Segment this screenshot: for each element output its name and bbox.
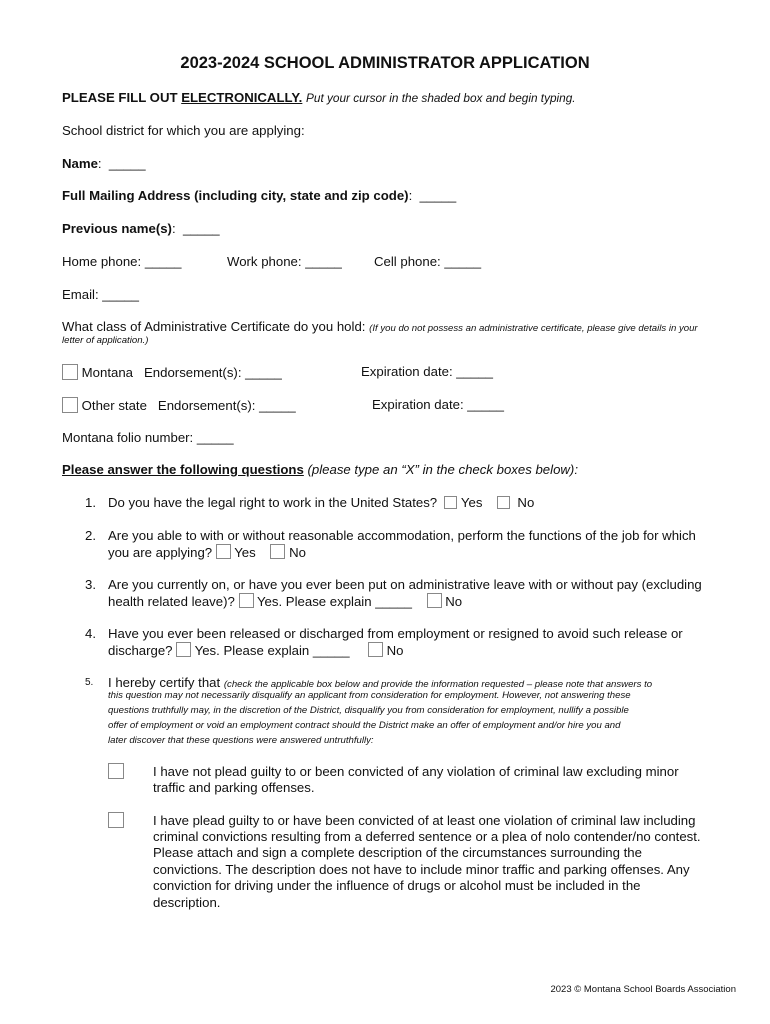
page-title: 2023-2024 SCHOOL ADMINISTRATOR APPLICATION <box>180 54 590 72</box>
q2-yes-label: Yes <box>234 545 256 560</box>
q3-no-label: No <box>445 594 463 609</box>
q1-text: Do you have the legal right to work in the United States? <box>108 495 438 510</box>
q5-note-line3a: questions truthfully may, in the discretion of the District, disqualify you from consideration for employment <box>108 705 554 716</box>
q1-row <box>108 495 534 510</box>
q4-line1: Have you ever been released or discharged from employment or resigned to avoid such release or <box>108 626 683 641</box>
previous-names-colon: : <box>171 221 176 236</box>
certificate-note: (If you do not possess an administrative certificate, please give details in your <box>369 323 698 334</box>
q2-number: 2. <box>85 528 96 543</box>
q5-note-line1: (check the applicable box below and provide the information requested – please note that answers to <box>223 679 653 690</box>
q5-number: 5. <box>85 677 94 688</box>
q5-line1 <box>108 675 652 690</box>
q3-yes-label: Yes. Please explain _____ <box>256 594 412 609</box>
q2-line2: you are applying? <box>108 545 213 560</box>
q3-yes-checkbox[interactable] <box>239 593 254 608</box>
q5-lead: I hereby certify that <box>108 675 221 690</box>
certificate-note-cont: letter of application.) <box>62 335 149 346</box>
name-field[interactable] <box>62 156 146 171</box>
montana-row <box>62 364 282 380</box>
q4-yes-label: Yes. Please explain _____ <box>194 643 350 658</box>
q5-note-line2: this question may not necessarily disqualify an applicant from consideration for employment. However, not answering these <box>108 690 631 701</box>
other-state-checkbox[interactable] <box>62 397 78 413</box>
address-label: Full Mailing Address (including city, state and zip code) <box>62 188 409 203</box>
q5-note-line5: later discover that these questions were answered untruthfully: <box>108 735 374 746</box>
q1-no-checkbox[interactable] <box>497 496 510 509</box>
q3-number: 3. <box>85 577 96 592</box>
conviction-line3: Please attach and sign a complete description of the circumstances surrounding the <box>153 845 642 860</box>
folio-field[interactable]: Montana folio number: _____ <box>62 430 234 445</box>
q4-no-label: No <box>386 643 404 658</box>
conviction-checkbox[interactable] <box>108 812 124 828</box>
q4-yes-checkbox[interactable] <box>176 642 191 657</box>
q1-no-label: No <box>517 495 535 510</box>
instruction-emphasis: ELECTRONICALLY. <box>181 90 303 105</box>
other-state-endorsement-field[interactable]: Endorsement(s): _____ <box>157 398 296 413</box>
q3-no-checkbox[interactable] <box>427 593 442 608</box>
instruction-hint: Put your cursor in the shaded box and begin typing. <box>306 91 576 105</box>
q5-note-line4: offer of employment or void an employment contract should the District make an offer of employment and/or hire you and <box>108 720 621 731</box>
conviction-line6: description. <box>153 895 221 910</box>
footer-copyright: 2023 © Montana School Boards Association <box>550 984 736 995</box>
montana-expiration-field[interactable]: Expiration date: _____ <box>361 364 493 379</box>
q2-no-checkbox[interactable] <box>270 544 285 559</box>
name-blank[interactable]: _____ <box>108 156 146 171</box>
conviction-line1: I have plead guilty to or have been convicted of at least one violation of criminal law including <box>153 813 696 828</box>
no-conviction-line2: traffic and parking offenses. <box>153 780 315 795</box>
other-state-row <box>62 397 296 413</box>
home-phone-field[interactable]: Home phone: _____ <box>62 254 182 269</box>
q2-yes-checkbox[interactable] <box>216 544 231 559</box>
q1-yes-checkbox[interactable] <box>444 496 457 509</box>
no-conviction-checkbox[interactable] <box>108 763 124 779</box>
q1-number: 1. <box>85 495 96 510</box>
q4-row <box>108 642 403 658</box>
q5-note-line3b: , nullify a possible <box>553 705 629 716</box>
q2-line1: Are you able to with or without reasonable accommodation, perform the functions of the job for which <box>108 528 696 543</box>
q4-no-checkbox[interactable] <box>368 642 383 657</box>
questions-header-note: (please type an “X” in the check boxes below): <box>307 462 578 477</box>
conviction-line4: convictions. The description does not have to include minor traffic and parking offenses. Any <box>153 862 690 877</box>
q5-note-line3 <box>108 705 629 716</box>
address-colon: : <box>408 188 413 203</box>
q1-yes-label: Yes <box>460 495 483 510</box>
previous-names-blank[interactable]: _____ <box>182 221 220 236</box>
other-state-label: Other state <box>81 398 147 413</box>
questions-header-main: Please answer the following questions <box>62 462 304 477</box>
name-label: Name <box>62 156 98 171</box>
conviction-line2: criminal convictions resulting from a deferred sentence or a plea of nolo contender/no contest. <box>153 829 701 844</box>
montana-label: Montana <box>81 365 133 380</box>
work-phone-field[interactable]: Work phone: _____ <box>227 254 342 269</box>
certificate-question <box>62 319 698 334</box>
other-state-expiration-field[interactable]: Expiration date: _____ <box>372 397 504 412</box>
certificate-question-text: What class of Administrative Certificate do you hold: <box>62 319 366 334</box>
district-label: School district for which you are applying: <box>62 123 305 138</box>
q3-line1: Are you currently on, or have you ever been put on administrative leave with or without pay (excluding <box>108 577 702 592</box>
address-blank[interactable]: _____ <box>419 188 457 203</box>
montana-checkbox[interactable] <box>62 364 78 380</box>
q3-row <box>108 593 462 609</box>
address-field[interactable] <box>62 188 456 203</box>
email-field[interactable]: Email: _____ <box>62 287 139 302</box>
previous-names-field[interactable] <box>62 221 220 236</box>
previous-names-label: Previous name(s) <box>62 221 172 236</box>
conviction-line5: conviction for driving under the influence of drugs or alcohol must be included in the <box>153 878 641 893</box>
q4-line2: discharge? <box>108 643 173 658</box>
no-conviction-line1: I have not plead guilty to or been convicted of any violation of criminal law excluding minor <box>153 764 679 779</box>
q2-row <box>108 544 306 560</box>
instructions <box>62 90 576 105</box>
cell-phone-field[interactable]: Cell phone: _____ <box>374 254 482 269</box>
q3-line2: health related leave)? <box>108 594 235 609</box>
name-colon: : <box>97 156 102 171</box>
q4-number: 4. <box>85 626 96 641</box>
q2-no-label: No <box>289 545 306 560</box>
montana-endorsement-field[interactable]: Endorsement(s): _____ <box>144 365 282 380</box>
questions-header <box>62 462 578 477</box>
instruction-lead: PLEASE FILL OUT <box>62 90 178 105</box>
